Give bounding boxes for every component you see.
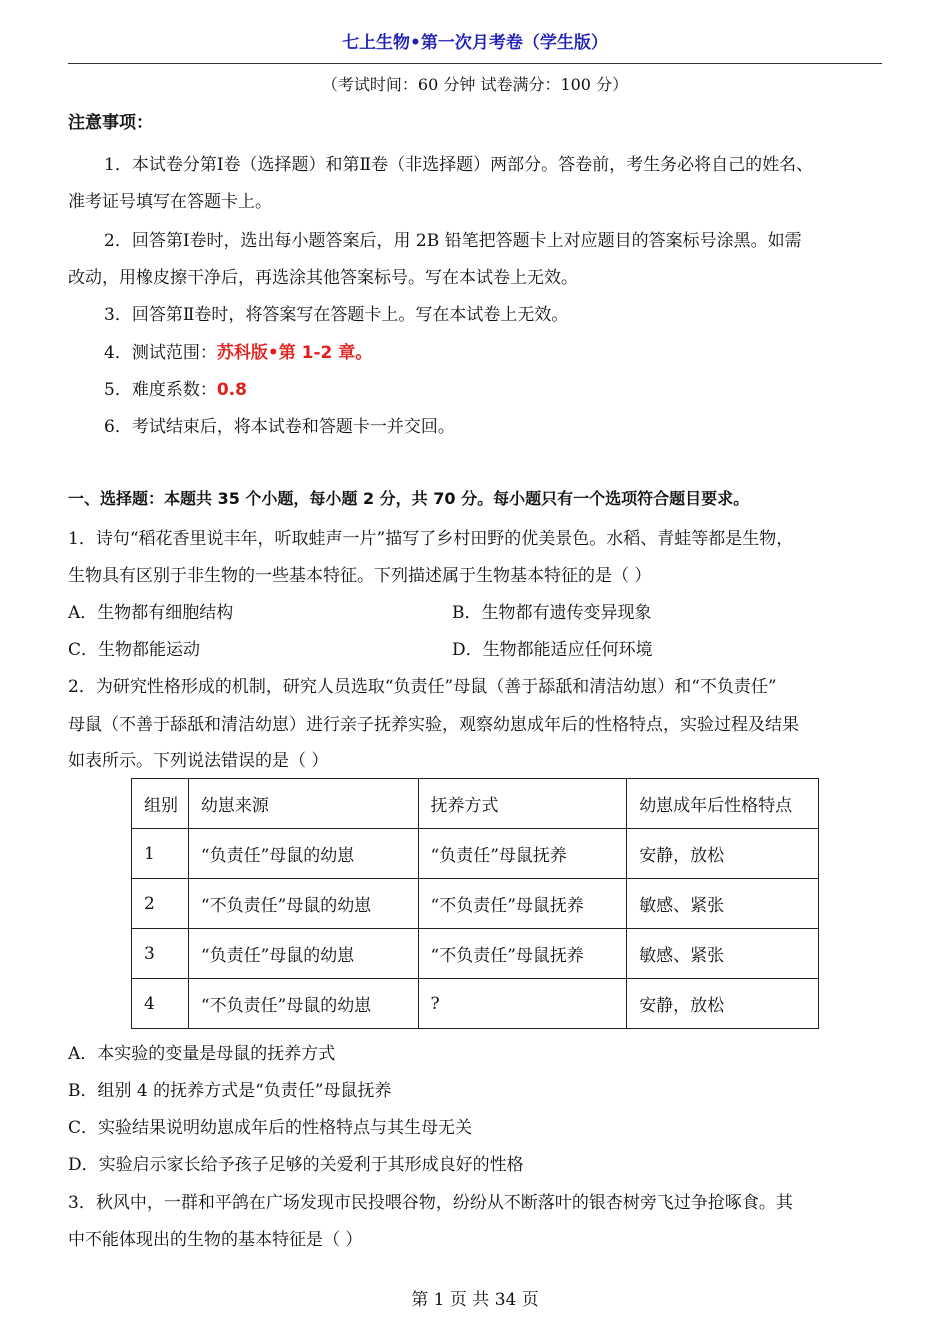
table-row: [132, 979, 819, 1029]
exam-info: （考试时间：60 分钟 试卷满分：100 分）: [321, 75, 629, 94]
table-cell: “负责任”母鼠的幼崽: [188, 829, 418, 879]
table-cell: 1: [132, 829, 189, 879]
table-cell: “不负责任”母鼠抚养: [418, 879, 627, 929]
question-3-line1: 3．秋风中，一群和平鸽在广场发现市民投喂谷物，纷纷从不断落叶的银杏树旁飞过争抢啄食。其: [68, 1193, 793, 1213]
question-2-option-d: D．实验启示家长给予孩子足够的关爱利于其形成良好的性格: [68, 1155, 524, 1175]
question-1-line2: 生物具有区别于非生物的一些基本特征。下列描述属于生物基本特征的是（ ）: [68, 566, 652, 586]
header-divider: [68, 63, 882, 64]
question-1-option-d: D．生物都能适应任何环境: [452, 640, 653, 660]
table-cell: 4: [132, 979, 189, 1029]
table-cell: 2: [132, 879, 189, 929]
table-header-cell: 组别: [132, 779, 189, 829]
table-cell: “负责任”母鼠的幼崽: [188, 929, 418, 979]
question-1-option-b: B．生物都有遗传变异现象: [452, 603, 652, 623]
question-2-line2: 母鼠（不善于舔舐和清洁幼崽）进行亲子抚养实验，观察幼崽成年后的性格特点，实验过程及结果: [68, 715, 799, 735]
notice-item-6: 6．考试结束后，将本试卷和答题卡一并交回。: [104, 417, 455, 437]
table-cell: ?: [418, 979, 627, 1029]
table-row: [132, 829, 819, 879]
table-row: [132, 929, 819, 979]
test-scope-value: 苏科版•第 1-2 章。: [216, 343, 373, 363]
difficulty-label: 5．难度系数：: [104, 380, 217, 400]
table-cell: 敏感、紧张: [627, 879, 819, 929]
table-header-cell: 抚养方式: [418, 779, 627, 829]
table-cell: “负责任”母鼠抚养: [418, 829, 627, 879]
notice-item-5: [104, 375, 247, 400]
question-1-line1: 1．诗句“稻花香里说丰年，听取蛙声一片”描写了乡村田野的优美景色。水稻、青蛙等都是生物，: [68, 529, 794, 549]
table-header-cell: 幼崽来源: [188, 779, 418, 829]
page-title: 七上生物•第一次月考卷（学生版）: [342, 33, 608, 53]
difficulty-value: 0.8: [216, 380, 247, 400]
question-1-option-c: C．生物都能运动: [68, 640, 201, 660]
section-1-heading: 一、选择题：本题共 35 个小题，每小题 2 分，共 70 分。每小题只有一个选项符合题目要求。: [68, 489, 750, 508]
question-3-line2: 中不能体现出的生物的基本特征是（ ）: [68, 1230, 363, 1250]
table-cell: 安静，放松: [627, 829, 819, 879]
table-cell: 敏感、紧张: [627, 929, 819, 979]
notice-item-4: [104, 338, 372, 363]
notice-item-2-line2: 改动，用橡皮擦干净后，再选涂其他答案标号。写在本试卷上无效。: [68, 268, 578, 288]
question-2-line3: 如表所示。下列说法错误的是（ ）: [68, 751, 329, 771]
table-header-row: [132, 779, 819, 829]
table-cell: 3: [132, 929, 189, 979]
question-2-option-c: C．实验结果说明幼崽成年后的性格特点与其生母无关: [68, 1118, 473, 1138]
question-2-line1: 2．为研究性格形成的机制，研究人员选取“负责任”母鼠（善于舔舐和清洁幼崽）和“不负责任”: [68, 677, 777, 697]
table-cell: “不负责任”母鼠的幼崽: [188, 979, 418, 1029]
table-row: [132, 879, 819, 929]
notice-item-1-line1: 1．本试卷分第Ⅰ卷（选择题）和第Ⅱ卷（非选择题）两部分。答卷前，考生务必将自己的姓名、: [104, 155, 814, 175]
question-2-option-b: B．组别 4 的抚养方式是“负责任”母鼠抚养: [68, 1081, 392, 1101]
test-scope-label: 4．测试范围：: [104, 343, 217, 363]
question-1-option-a: A．生物都有细胞结构: [68, 603, 234, 623]
question-2-option-a: A．本实验的变量是母鼠的抚养方式: [68, 1044, 336, 1064]
notice-item-1-line2: 准考证号填写在答题卡上。: [68, 192, 272, 212]
table-cell: “不负责任”母鼠抚养: [418, 929, 627, 979]
page-number: 第 1 页 共 34 页: [411, 1290, 539, 1310]
notice-item-3: 3．回答第Ⅱ卷时，将答案写在答题卡上。写在本试卷上无效。: [104, 305, 569, 325]
table-cell: “不负责任”母鼠的幼崽: [188, 879, 418, 929]
notice-item-2-line1: 2．回答第Ⅰ卷时，选出每小题答案后，用 2B 铅笔把答题卡上对应题目的答案标号涂黑。如需: [104, 231, 802, 251]
table-header-cell: 幼崽成年后性格特点: [627, 779, 819, 829]
notice-heading: 注意事项：: [68, 113, 153, 133]
table-cell: 安静，放松: [627, 979, 819, 1029]
experiment-table: [131, 778, 819, 1029]
